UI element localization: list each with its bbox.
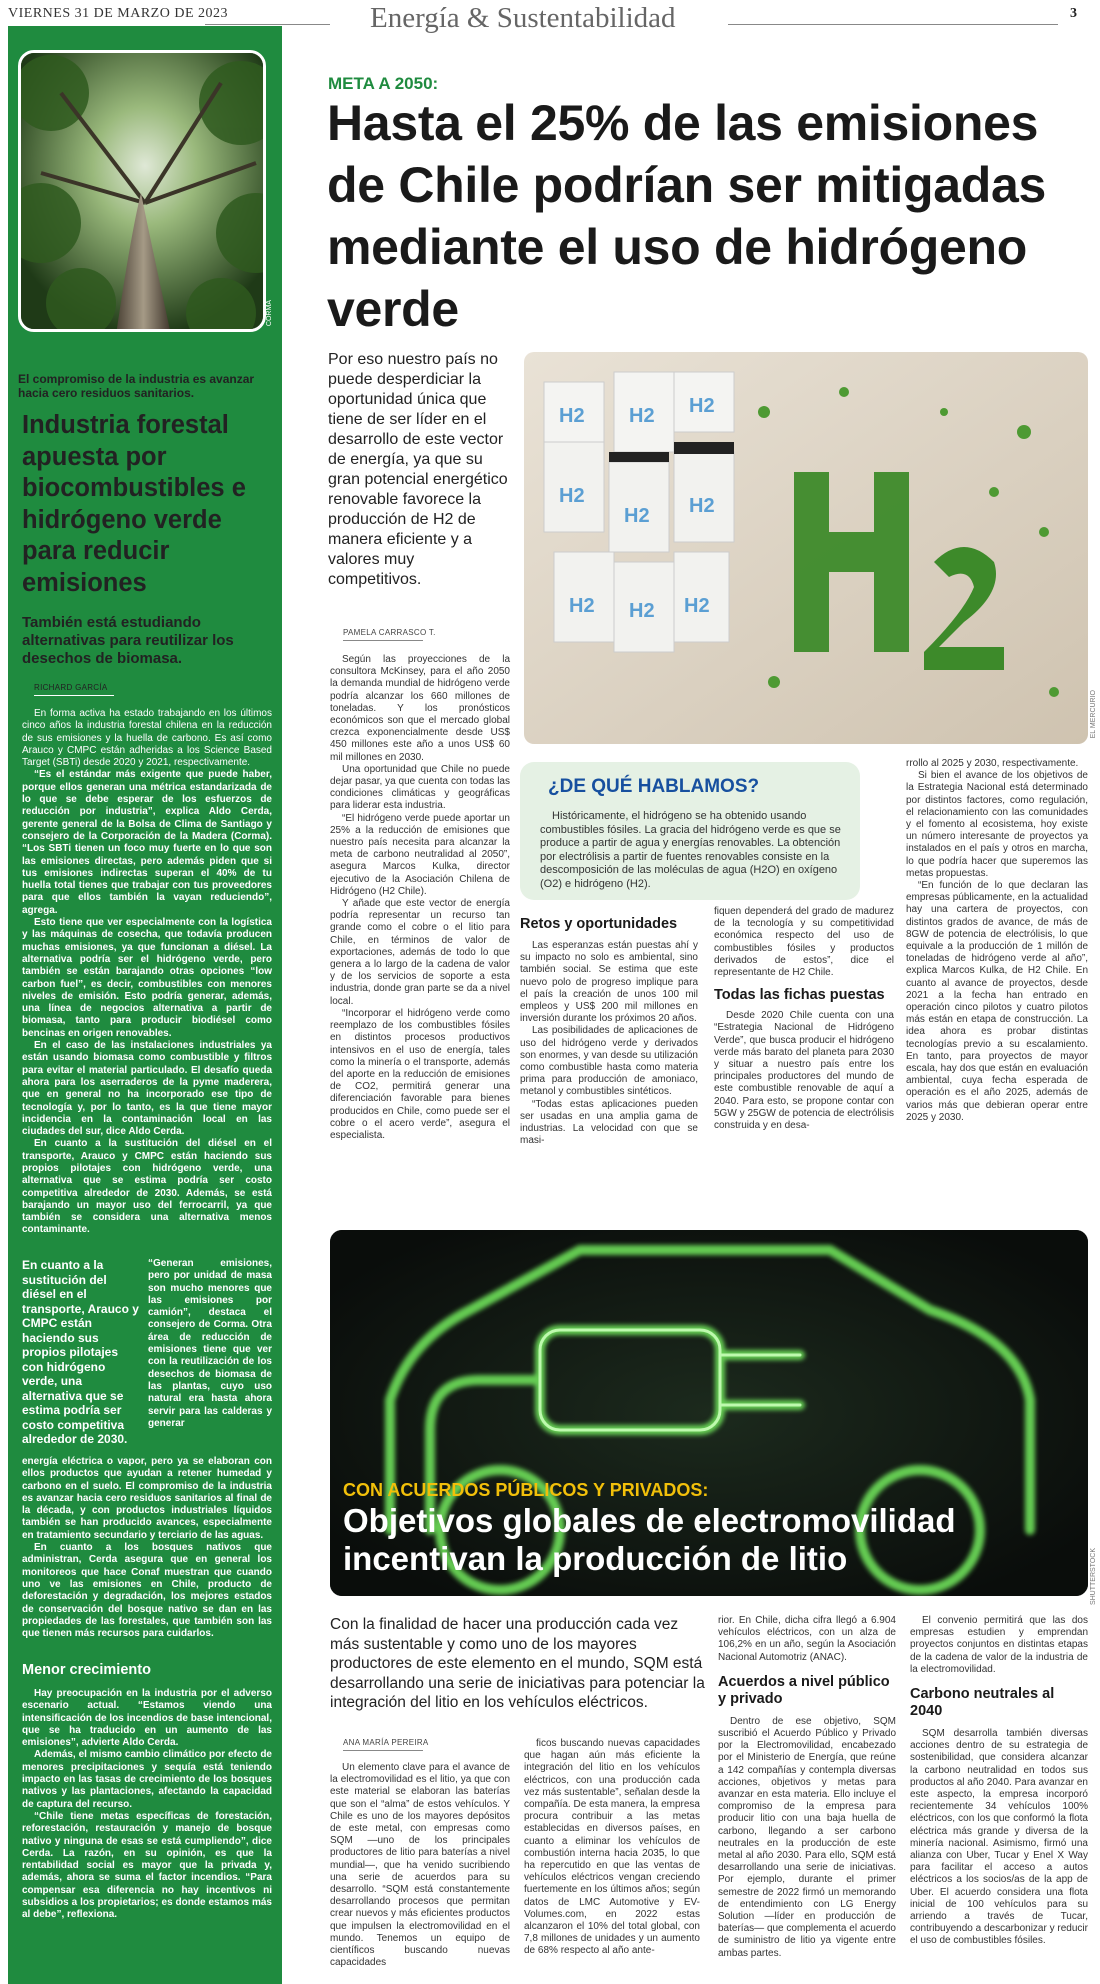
- banner-kicker: CON ACUERDOS PÚBLICOS Y PRIVADOS:: [343, 1480, 709, 1500]
- sidebar-paragraph-narrow: “Generan emisiones, pero por unidad de masa son mucho menores que las emisiones por camión”, destaca el consejero de Corma. Otra área de reducción de emisiones tiene que ver con la reutilización de los desechos de biomasa de las plantas, cuyo uso natural era hasta ahora servir para las calderas y generar: [148, 1258, 272, 1429]
- photo-credit: EL MERCURIO: [1090, 690, 1097, 739]
- hydrogen-photo: [524, 352, 1088, 744]
- article2-column-1: [330, 1762, 510, 1969]
- article-subhead: Todas las fichas puestas: [714, 987, 885, 1004]
- article2-lead: Con la finalidad de hacer una producción cada vez más sustentable y como uno de los mayores productores de este elemento en el mundo, SQM está desarrollando una serie de iniciativas para potenciar la integración del litio en los vehículos eléctricos.: [330, 1616, 705, 1711]
- article-paragraph: rrollo al 2025 y 2030, respectivamente.: [906, 758, 1079, 769]
- sidebar-paragraph: En el caso de las instalaciones industriales ya están usando biomasa como combustible y filtros para evitar el material particulado. El desafío queda ahora para los aserraderos de la pyme maderera, que en general no ha incorporado ese tipo de tecnología y, por lo tanto, es la que tiene mayor incidencia en la contaminación local en las ciudades del sur, dice Aldo Cerda.: [22, 1040, 272, 1138]
- article-paragraph: Las posibilidades de aplicaciones de uso del hidrógeno verde y derivados son enormes, y van desde su utilización como combustible hasta como materia prima para producción de amoniaco, metanol y combustibles sintéticos.: [520, 1025, 698, 1098]
- sidebar-headline: Industria forestal apuesta por biocombustibles e hidrógeno verde para reducir emisiones: [22, 411, 246, 597]
- article-paragraph: Si bien el avance de los objetivos de la Estrategia Nacional está determinado por distintos factores, como regulación, el relacionamiento con las comunidades y el fomento al ecosistema, hoy existe un número interesante de proyectos ya instalados en el país y otros en marcha, lo que podría hacer que superemos las metas propuestas.: [906, 770, 1088, 879]
- sidebar-subhead: Menor crecimiento: [22, 1662, 151, 1678]
- article-paragraph: “Incorporar el hidrógeno verde como reemplazo de los combustibles fósiles en distintos procesos productivos intensivos en el uso de energía, tales como la minería o el transporte, además del aporte en la reducción de emisiones de CO2, permitirá generar una diferenciación favorable para bienes producidos en Chile, como puede ser el cobre o el acero verde”, asegura el especialista.: [330, 1007, 510, 1141]
- article-paragraph: “Todas estas aplicaciones pueden ser usadas en una amplia gama de industrias. La velocidad con que se masi-: [520, 1098, 698, 1147]
- sidebar-byline: RICHARD GARCÍA: [34, 683, 108, 692]
- sidebar-body-2: [22, 1456, 272, 1640]
- svg-text:H2: H2: [629, 600, 655, 622]
- sidebar-paragraph: energía eléctrica o vapor, pero ya se elaboran con ellos productos que ayudan a retener humedad y carbono en el suelo. El compromiso de la industria es avanzar hacia cero residuos sanitarios al final de la década, y con productos industriales líquidos también se han producido avances, especialmente en tratamiento secundario y terciario de las aguas.: [22, 1456, 272, 1541]
- sidebar-paragraph: “Es el estándar más exigente que puede haber, porque ellos generan una métrica estandarizada de lo que se debe esperar de los esfuerzos de reducción por industria”, explica Aldo Cerda, gerente general de la Bolsa de Clima de Santiago y consejero de la Corporación de la Madera (Corma). “Los SBTi tienen un foco muy fuerte en lo que son las emisiones directas, pero además piden que si tus emisiones indirectas superan el 40% de tu huella total tienes que trabajar con tus proveedores para que ellos también la vayan reduciendo”, agrega.: [22, 769, 272, 916]
- byline-rule: [34, 695, 114, 696]
- sidebar-subtitle: También está estudiando alternativas para reutilizar los desechos de biomasa.: [22, 614, 234, 667]
- article-paragraph: El convenio permitirá que las dos empresas estudien y emprendan proyectos conjuntos en distintas etapas de la cadena de valor de la industria de la electromovilidad.: [910, 1615, 1088, 1675]
- svg-text:H2: H2: [569, 595, 595, 617]
- article2-byline: ANA MARÍA PEREIRA: [343, 1738, 429, 1747]
- article-paragraph: Una oportunidad que Chile no puede dejar pasar, ya que cuenta con todas las condiciones climáticas y geográficas para liderar esta industria.: [330, 763, 510, 812]
- sidebar-paragraph: En forma activa ha estado trabajando en los últimos cinco años la industria forestal chilena en la reducción de sus emisiones y la huella de carbono. Es así como Arauco y CMPC están adheridas a los Science Based Target (SBTi) desde 2020 y 2021, respectivamente.: [22, 708, 272, 769]
- svg-text:H2: H2: [624, 505, 650, 527]
- article-subhead: Retos y oportunidades: [520, 916, 678, 932]
- sidebar-paragraph: Esto tiene que ver especialmente con la logística y las máquinas de cosecha, que todavía producen muchas emisiones, ya que funcionan a diésel. La alternativa podría ser el hidrógeno verde, pero también se están barajando otras opciones “low carbon fuel”, es decir, combustibles con menores niveles de emisión. Esto podría generar, además, una línea de negocios alternativa a partir de biomasa, tanto para producir biodiésel como bencinas en origen renovables.: [22, 917, 272, 1039]
- banner-headline: Objetivos globales de electromovilidad incentivan la producción de litio: [343, 1502, 956, 1577]
- article-paragraph: “El hidrógeno verde puede aportar un 25% a la reducción de emisiones que nuestro país necesita para alcanzar la meta de carbono neutralidad al 2050”, asegura Marcos Kulka, director ejecutivo de la Asociación Chilena de Hidrógeno (H2 Chile).: [330, 812, 510, 897]
- photo-credit: CORMA: [266, 300, 273, 327]
- article-subhead: Acuerdos a nivel público y privado: [718, 1673, 890, 1707]
- byline-rule: [343, 1750, 423, 1751]
- article-column-4: [906, 758, 1088, 1124]
- article-subhead: Carbono neutrales al 2040: [910, 1686, 1055, 1720]
- section-title: Energía & Sustentabilidad: [370, 2, 676, 34]
- photo-credit: SHUTTERSTOCK: [1090, 1548, 1097, 1606]
- h2-batteries-image: [524, 352, 1088, 744]
- info-box-title: ¿DE QUÉ HABLAMOS?: [548, 776, 760, 797]
- sidebar-paragraph: Hay preocupación en la industria por el adverso escenario actual. “Estamos viendo una intensificación de los incendios de base intencional, que se ha traducido en un aumento de las emisiones”, advierte Aldo Cerda.: [22, 1688, 272, 1749]
- photo-caption: El compromiso de la industria es avanzar hacia cero residuos sanitarios.: [18, 372, 255, 400]
- masthead-date: VIERNES 31 DE MARZO DE 2023: [8, 6, 228, 21]
- masthead-rule-right: [728, 24, 1058, 25]
- tree-canopy-image: [21, 53, 266, 332]
- article-column-3: [714, 906, 894, 1132]
- article-paragraph: SQM desarrolla también diversas acciones dentro de su estrategia de sostenibilidad, que considera alcanzar la carbono neutralidad en todos sus productos al año 2040. Para avanzar en este aspecto, la empresa incorporó recientemente 34 vehículos 100% eléctricos, con los que conformó la flota eléctrica más grande y diversa de la minería nacional. Asimismo, firmó una alianza con Uber, Tucar y Enel X Way para facilitar el acceso a autos eléctricos a los socios/as de la app de Uber. El acuerdo considera una flota inicial de 100 vehículos para su arriendo a través de Tucar, contribuyendo a descarbonizar y reducir el uso de combustibles fósiles.: [910, 1728, 1088, 1947]
- sidebar-paragraph: En cuanto a la sustitución del diésel en el transporte, Arauco y CMPC están haciendo sus propios pilotajes con hidrógeno verde, una alternativa que se estima podría ser costo competitiva alrededor de 2030. Además, se está barajando un mayor uso del ferrocarril, ya que también se considera una alternativa menos contaminante.: [22, 1138, 272, 1236]
- sidebar-body-3: [22, 1688, 272, 1922]
- byline-rule: [343, 640, 423, 641]
- sidebar-body: [22, 708, 272, 1237]
- article2-column-4: [910, 1615, 1088, 1948]
- svg-text:H2: H2: [559, 405, 585, 427]
- sidebar-paragraph: En cuanto a los bosques nativos que administran, Cerda asegura que en general los monitoreos que hace Conaf muestran que cuando uno ve las emisiones en Chile, producto de deforestación y degradación, los mejores estados de conservación del bosque nativo se dan en las propiedades de las forestales, que también son las que tienen más recursos para cuidarlos.: [22, 1542, 272, 1640]
- sidebar-paragraph: “Chile tiene metas específicas de forestación, reforestación, restauración y manejo de bosque nativo y ninguna de esas se está cumpliendo”, dice Cerda. La razón, en su opinión, es que la rentabilidad social es mayor que la privada y, además, ahora se suma el factor incendios. “Para compensar esa diferencia no hay incentivos ni subsidios a los propietarios; es donde estamos más al debe”, reflexiona.: [22, 1810, 272, 1921]
- svg-text:H2: H2: [559, 485, 585, 507]
- article-paragraph: “En función de lo que declaran las empresas públicamente, en la actualidad hay una cartera de proyectos, con distintos grados de avance, de más de 8GW de potencia de electrólisis, lo que equivale a la producción de 1 millón de toneladas de hidrógeno verde al año”, explica Marcos Kulka, de H2 Chile. En cuanto al avance de proyectos, desde 2021 a la fecha han entrado en operación cinco pilotos y cuatro pilotos más están en etapa de construcción. La idea ahora es probar distintas tecnologías previo a su escalamiento. En tanto, para proyectos de mayor escala, hay dos que están en evaluación ambiental, cuya fecha esperada de operación es el año 2025, además de varios más que debieran operar entre 2025 y 2030.: [906, 880, 1088, 1123]
- article-paragraph: ficos buscando nuevas capacidades que hagan aún más eficiente la integración del litio en los vehículos eléctricos, con una producción cada vez más sustentable”, señalan desde la compañía. De esta manera, la empresa procura contribuir a las metas establecidas en diversos países, en cuanto a eliminar los vehículos de combustión interna hacia 2035, lo que ha repercutido en que las ventas de vehículos eléctricos vengan creciendo fuertemente en los últimos años; según datos de LMC Automotive y EV-Volumes.com, en 2022 estas alcanzaron el 10% del total global, con 7,8 millones de unidades y un aumento de 68% respecto al año ante-: [524, 1738, 700, 1957]
- article-paragraph: Un elemento clave para el avance de la electromovilidad es el litio, ya que con este material se elaboran las baterías que son el “alma” de estos vehículos. Y Chile es uno de los mayores depósitos de este metal, con empresas como SQM —uno de los principales productores de litio para baterías a nivel mundial—, que ha venido sucribiendo una serie de acuerdos para su desarrollo. “SQM está constantemente desarrollando procesos que permitan crear nuevos y más eficientes productos que impulsen la electromovilidad en el mundo. Tenemos un equipo de científicos buscando nuevas capacidades: [330, 1762, 510, 1969]
- article-paragraph: Y añade que este vector de energía podría representar un recurso tan grande como el cobre o el litio para Chile, en términos de valor de exportaciones, además de todo lo que genera a lo largo de la cadena de valor y de los servicios de soporte a esta industria, donde gran parte se da a nivel local.: [330, 898, 510, 1007]
- article-paragraph: fiquen dependerá del grado de madurez de la tecnología y su competitividad económica respecto del uso de combustibles fósiles y productos derivados de estos”, dice el representante de H2 Chile.: [714, 906, 894, 979]
- article-paragraph: Dentro de ese objetivo, SQM suscribió el Acuerdo Público y Privado por la Electromovilidad, encabezado por el Ministerio de Energía, que reúne a 142 compañías y contempla diversas acciones, objetivos y metas para avanzar en esta materia. Ello incluye el compromiso de la empresa para producir litio con una baja huella de carbono, llegando a ser carbono neutrales en la producción de este metal al año 2030. Para ello, SQM está desarrollando una serie de iniciativas. Por ejemplo, durante el primer semestre de 2022 firmó un memorando de entendimiento con LG Energy Solution —líder en producción de baterías— que complementa el acuerdo de suministro de litio ya vigente entre ambas partes.: [718, 1715, 896, 1959]
- article-paragraph: Desde 2020 Chile cuenta con una “Estrategia Nacional de Hidrógeno Verde”, que busca producir el hidrógeno verde más barato del planeta para 2030 y situar a nuestro país entre los principales productores del mundo de este combustible renovable de aquí a 2040. Para esto, se propone contar con 5GW y 25GW de potencia de electrólisis construida y en desa-: [714, 1010, 894, 1132]
- svg-text:H2: H2: [629, 405, 655, 427]
- sidebar-paragraph: Además, el mismo cambio climático por efecto de menores precipitaciones y sequía está teniendo impacto en las tasas de crecimiento de los bosques nativos y las plantaciones, afectando la capacidad de captura del recurso.: [22, 1749, 272, 1810]
- svg-text:H2: H2: [689, 395, 715, 417]
- forest-photo: [18, 50, 266, 332]
- article-column-1: [330, 654, 510, 1142]
- sidebar-pullquote: En cuanto a la sustitución del diésel en el transporte, Arauco y CMPC están haciendo sus propios pilotajes con hidrógeno verde, una alternativa que se estima podría ser costo competitiva alrededor de 2030.: [22, 1258, 139, 1446]
- page-number: 3: [1070, 6, 1077, 21]
- article2-column-3: [718, 1615, 896, 1960]
- masthead-rule: [205, 24, 330, 25]
- article-headline: Hasta el 25% de las emisiones de Chile podrían ser mitigadas mediante el uso de hidrógeno verde: [327, 95, 1046, 337]
- article2-column-2: [524, 1738, 700, 1958]
- article-paragraph: Según las proyecciones de la consultora McKinsey, para el año 2050 la demanda mundial de hidrógeno verde podría alcanzar los 660 millones de toneladas. Y los pronósticos económicos son que el mercado global crezca exponencialmente desde US$ 450 millones este año a unos US$ 60 mil millones en 2030.: [330, 654, 510, 763]
- article-paragraph: rior. En Chile, dicha cifra llegó a 6.904 vehículos eléctricos, con un alza de 106,2% en un año, según la Asociación Nacional Automotriz (ANAC).: [718, 1615, 896, 1663]
- svg-text:H2: H2: [684, 595, 710, 617]
- info-box-text: Históricamente, el hidrógeno se ha obtenido usando combustibles fósiles. La gracia del hidrógeno verde es que se produce a partir de agua y energías renovables. La obtención por electrólisis a partir de fuentes renovables consiste en la descomposición de las moléculas de agua (H2O) en oxígeno (O2) e hidrógeno (H2).: [540, 810, 841, 890]
- svg-text:H2: H2: [689, 495, 715, 517]
- article-column-2: [520, 940, 698, 1147]
- article-lead: Por eso nuestro país no puede desperdiciar la oportunidad única que tiene de ser líder en el desarrollo de este vector de energía, ya que su gran potencial energético renovable favorece la producción de H2 de manera eficiente y a valores muy competitivos.: [328, 351, 508, 588]
- article-byline: PAMELA CARRASCO T.: [343, 628, 436, 637]
- article-paragraph: Las esperanzas están puestas ahí y su impacto no solo es ambiental, sino también social. Se estima que este nuevo polo de progreso implique para el país la creación de unos 100 mil empleos y US$ 200 mil millones en inversión durante los próximos 20 años.: [520, 940, 698, 1025]
- article-kicker: META A 2050:: [328, 74, 439, 93]
